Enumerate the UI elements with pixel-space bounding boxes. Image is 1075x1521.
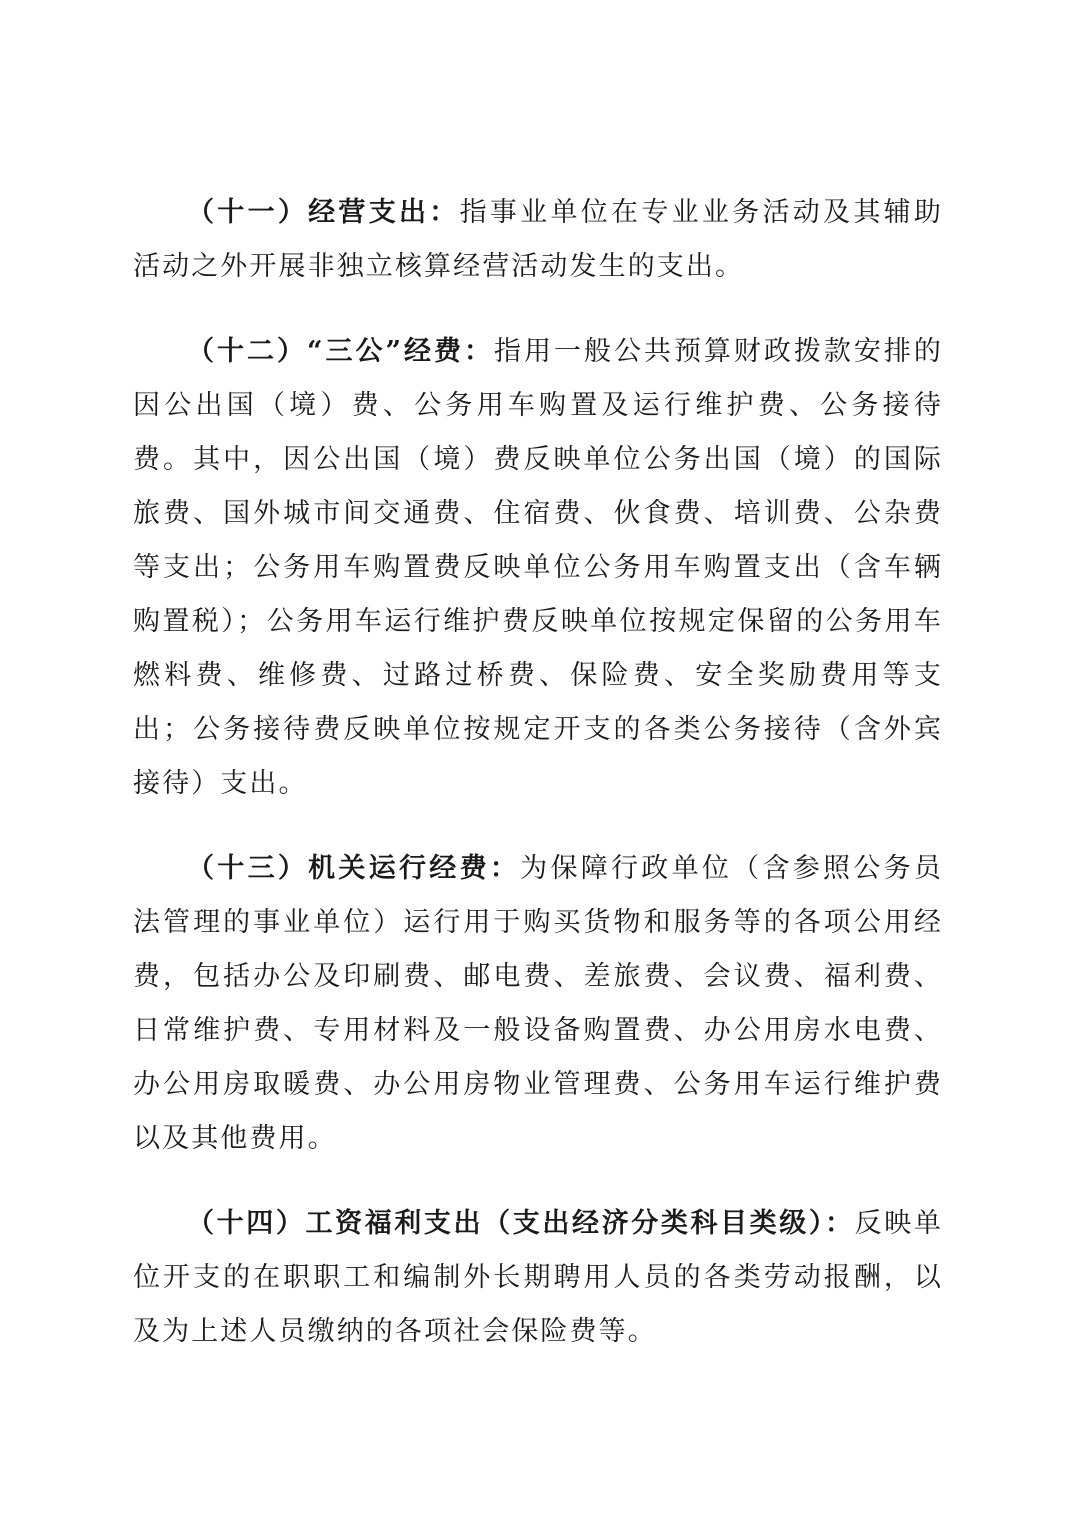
- paragraph-text: 反映单位开支的在职职工和编制外长期聘用人员的各类劳动报酬，以及为上述人员缴纳的各项社会保险费等。: [133, 1208, 943, 1347]
- paragraph-term: （十四）工资福利支出（支出经济分类科目类级）：: [187, 1208, 855, 1239]
- paragraph-agency-operating-funds: [133, 842, 943, 1166]
- paragraph-three-public-expenses: [133, 325, 943, 811]
- document-body: [133, 186, 943, 1390]
- paragraph-term: （十二）“三公”经费：: [187, 336, 494, 367]
- paragraph-business-expenditure: [133, 186, 943, 294]
- paragraph-wage-welfare-expenditure: [133, 1197, 943, 1359]
- paragraph-text: 指用一般公共预算财政拨款安排的因公出国（境）费、公务用车购置及运行维护费、公务接待费。其中，因公出国（境）费反映单位公务出国（境）的国际旅费、国外城市间交通费、住宿费、伙食费、培训费、公杂费等支出；公务用车购置费反映单位公务用车购置支出（含车辆购置税）；公务用车运行维护费反映单位按规定保留的公务用车燃料费、维修费、过路过桥费、保险费、安全奖励费用等支出；公务接待费反映单位按规定开支的各类公务接待（含外宾接待）支出。: [133, 336, 943, 799]
- paragraph-text: 指事业单位在专业业务活动及其辅助活动之外开展非独立核算经营活动发生的支出。: [133, 197, 943, 282]
- paragraph-text: 为保障行政单位（含参照公务员法管理的事业单位）运行用于购买货物和服务等的各项公用经费，包括办公及印刷费、邮电费、差旅费、会议费、福利费、日常维护费、专用材料及一般设备购置费、办公用房水电费、办公用房取暖费、办公用房物业管理费、公务用车运行维护费以及其他费用。: [133, 853, 943, 1154]
- paragraph-term: （十一）经营支出：: [187, 197, 460, 228]
- paragraph-term: （十三）机关运行经费：: [187, 853, 521, 884]
